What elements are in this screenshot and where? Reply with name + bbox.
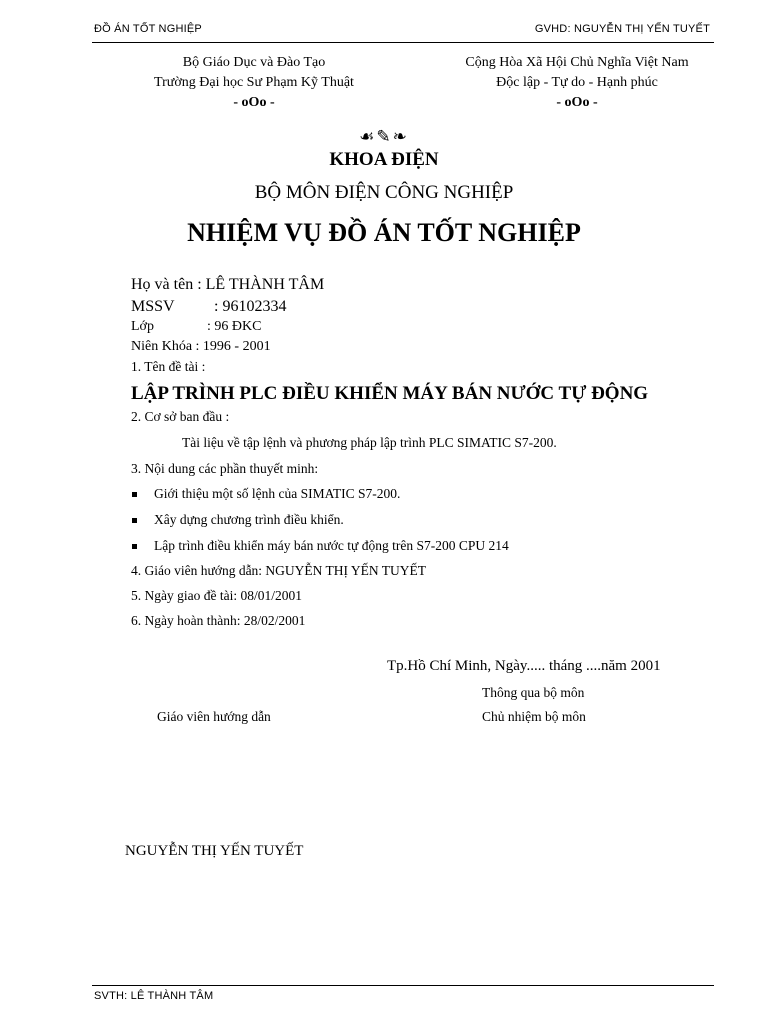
motto-line: Độc lập - Tự do - Hạnh phúc xyxy=(496,75,658,90)
basis-text: Tài liệu về tập lệnh và phương pháp lập trình PLC SIMATIC S7-200. xyxy=(182,435,557,450)
header-left: ĐỒ ÁN TỐT NGHIỆP xyxy=(94,23,202,35)
header-rule xyxy=(92,42,714,43)
class-label: Lớp xyxy=(131,319,154,334)
class-value: : 96 ĐKC xyxy=(207,319,262,334)
page-title: NHIỆM VỤ ĐỒ ÁN TỐT NGHIỆP xyxy=(187,218,581,247)
approved-label: Thông qua bộ môn xyxy=(482,685,585,700)
content-item: Giới thiệu một số lệnh của SIMATIC S7-200. xyxy=(154,486,401,501)
topic-heading: 1. Tên đề tài : xyxy=(131,359,206,374)
content-heading: 3. Nội dung các phần thuyết minh: xyxy=(131,461,319,476)
mssv-label: MSSV xyxy=(131,298,175,315)
basis-heading: 2. Cơ sở ban đầu : xyxy=(131,409,230,424)
left-divider-text: - oOo - xyxy=(233,95,275,110)
topic-title: LẬP TRÌNH PLC ĐIỀU KHIỂN MÁY BÁN NƯỚC TỰ ĐỘNG xyxy=(131,383,649,404)
bullet-icon xyxy=(132,492,137,497)
advisor-line: 4. Giáo viên hướng dẫn: NGUYỄN THỊ YẾN TUYẾT xyxy=(131,563,427,578)
content-item: Lập trình điều khiển máy bán nước tự động trên S7-200 CPU 214 xyxy=(154,538,509,553)
right-divider-text: - oOo - xyxy=(556,95,598,110)
republic-line: Cộng Hòa Xã Hội Chủ Nghĩa Việt Nam xyxy=(465,55,689,70)
university-line: Trường Đại học Sư Phạm Kỹ Thuật xyxy=(154,75,354,90)
finish-date: 6. Ngày hoàn thành: 28/02/2001 xyxy=(131,613,306,628)
footer-left: SVTH: LÊ THÀNH TÂM xyxy=(94,990,214,1002)
head-title: Chủ nhiệm bộ môn xyxy=(482,709,586,724)
advisor-title: Giáo viên hướng dẫn xyxy=(157,709,271,724)
faculty-title: KHOA ĐIỆN xyxy=(329,149,439,170)
header-right: GVHD: NGUYỄN THỊ YẾN TUYẾT xyxy=(534,23,710,35)
department-title: BỘ MÔN ĐIỆN CÔNG NGHIỆP xyxy=(254,182,514,203)
footer-rule xyxy=(92,985,714,986)
place-date: Tp.Hồ Chí Minh, Ngày..... tháng ....năm 2001 xyxy=(387,658,661,674)
book-ornament-icon: ☙✎❧ xyxy=(359,127,409,147)
advisor-name: NGUYỄN THỊ YẾN TUYẾT xyxy=(125,843,304,859)
assign-date: 5. Ngày giao đề tài: 08/01/2001 xyxy=(131,588,302,603)
mssv-value: : 96102334 xyxy=(214,298,287,315)
bullet-icon xyxy=(132,544,137,549)
course-years: Niên Khóa : 1996 - 2001 xyxy=(131,339,271,354)
content-item: Xây dựng chương trình điều khiển. xyxy=(154,512,344,527)
student-name: Họ và tên : LÊ THÀNH TÂM xyxy=(131,276,325,293)
ministry-line: Bộ Giáo Dục và Đào Tạo xyxy=(182,55,326,70)
bullet-icon xyxy=(132,518,137,523)
